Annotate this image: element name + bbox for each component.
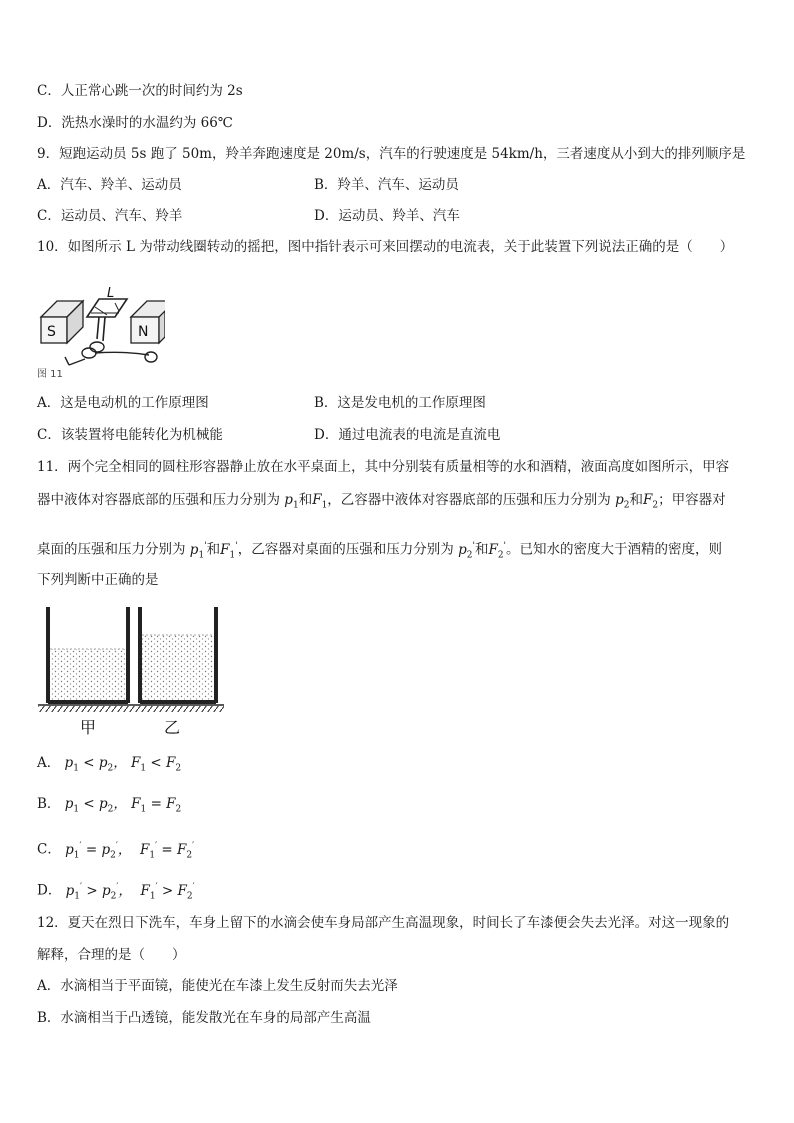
q8-option-d: D．洗热水澡时的水温约为 66℃ bbox=[37, 115, 233, 131]
q10-option-a: A．这是电动机的工作原理图 bbox=[37, 395, 209, 411]
crank-label-l: L bbox=[107, 286, 115, 301]
q8-option-c: C．人正常心跳一次的时间约为 2s bbox=[37, 83, 243, 99]
magnet-n-label: N bbox=[138, 324, 149, 340]
q11-option-c: C． $p_1' = p_2'$， $F_1' = F_2'$ bbox=[37, 841, 195, 861]
container-yi bbox=[140, 607, 216, 703]
label-yi: 乙 bbox=[164, 718, 181, 737]
q11-stem-line3: 桌面的压强和压力分别为 $p_1'$和$F_1'$，乙容器对桌面的压强和压力分别为 $p_2'$和$F_2'$。已知水的密度大于酒精的密度，则 bbox=[37, 541, 723, 561]
q9-option-d: D．运动员、羚羊、汽车 bbox=[314, 208, 460, 224]
magnet-n bbox=[131, 301, 165, 343]
generator-figure bbox=[35, 277, 165, 381]
q11-option-d: D． $p_1' > p_2'$， $F_1' > F_2'$ bbox=[37, 882, 195, 902]
figure-caption: 图 11 bbox=[37, 369, 63, 380]
q10-option-c: C．该装置将电能转化为机械能 bbox=[37, 427, 223, 443]
q11-stem-line2: 器中液体对容器底部的压强和压力分别为 $p_1$和$F_1$，乙容器中液体对容器底部的压强和压力分别为 $p_2$和$F_2$；甲容器对 bbox=[37, 492, 726, 511]
q12-option-b: B．水滴相当于凸透镜，能发散光在车身的局部产生高温 bbox=[37, 1010, 371, 1026]
q11-stem-line1: 11．两个完全相同的圆柱形容器静止放在水平桌面上，其中分别装有质量相等的水和酒精，液面高度如图所示，甲容 bbox=[37, 459, 730, 475]
q11-option-b: B． $p_1 < p_2$， $F_1 = F_2$ bbox=[37, 796, 182, 815]
q9-stem: 9．短跑运动员 5s 跑了 50m，羚羊奔跑速度是 20m/s，汽车的行驶速度是 54km/h，三者速度从小到大的排列顺序是 bbox=[37, 146, 746, 162]
magnet-s bbox=[41, 301, 83, 343]
q9-option-b: B．羚羊、汽车、运动员 bbox=[314, 177, 459, 193]
q11-option-a: A． $p_1 < p_2$， $F_1 < F_2$ bbox=[37, 755, 182, 774]
q9-option-a: A．汽车、羚羊、运动员 bbox=[37, 177, 182, 193]
q11-stem-line4: 下列判断中正确的是 bbox=[37, 572, 159, 588]
q9-option-c: C．运动员、汽车、羚羊 bbox=[37, 208, 183, 224]
magnet-s-label: S bbox=[47, 324, 56, 340]
container-jia bbox=[48, 607, 128, 703]
q10-option-b: B．这是发电机的工作原理图 bbox=[314, 395, 486, 411]
label-jia: 甲 bbox=[80, 718, 97, 737]
q12-stem-line1: 12．夏天在烈日下洗车，车身上留下的水滴会使车身局部产生高温现象，时间长了车漆便会失去光泽。对这一现象的 bbox=[37, 915, 730, 931]
slip-rings bbox=[65, 342, 157, 365]
q12-option-a: A．水滴相当于平面镜，能使光在车漆上发生反射而失去光泽 bbox=[37, 978, 398, 994]
q10-stem: 10．如图所示 L 为带动线圈转动的摇把，图中指针表示可来回摆动的电流表，关于此装置下列说法正确的是（ ） bbox=[37, 239, 734, 255]
table-surface bbox=[38, 705, 224, 712]
q12-stem-line2: 解释，合理的是（ ） bbox=[37, 947, 186, 963]
containers-figure bbox=[36, 605, 226, 740]
coil bbox=[87, 299, 127, 341]
q10-option-d: D．通过电流表的电流是直流电 bbox=[314, 427, 501, 443]
